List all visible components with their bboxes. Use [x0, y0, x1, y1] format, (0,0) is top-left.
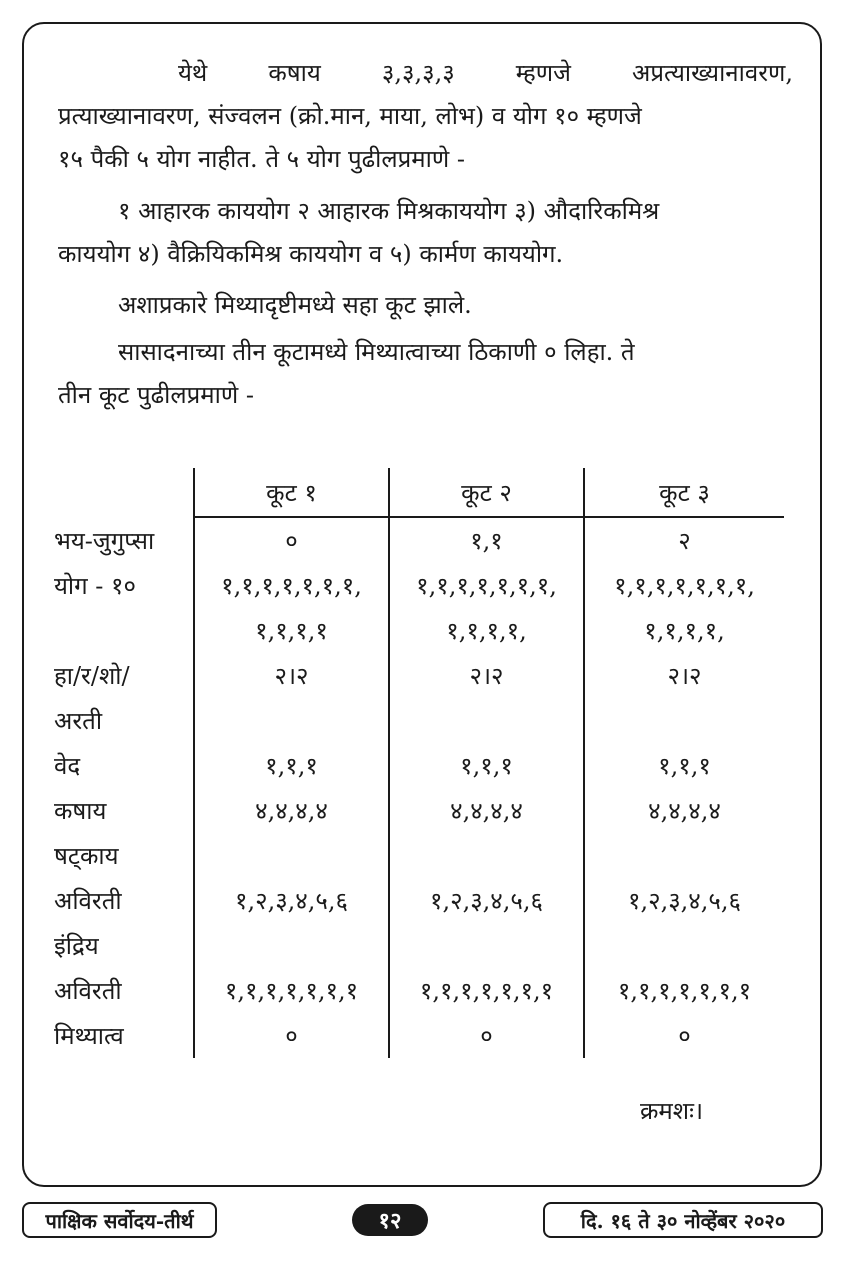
header-kut-2: कूट २: [389, 468, 584, 517]
table-row: [54, 1013, 784, 1058]
table-row: [54, 923, 784, 968]
row-label: भय-जुगुप्सा: [54, 526, 155, 555]
row-label: मिथ्यात्व: [54, 1022, 124, 1050]
row-label: षट्काय: [54, 842, 119, 870]
row-label: अविरती: [54, 977, 122, 1005]
table-header-row: [54, 468, 784, 517]
cell-kut-3: २: [584, 517, 784, 563]
page-number: [352, 1204, 428, 1236]
cell-kut-3: १,१,१,१,१,१,१,: [584, 563, 784, 608]
cell-kut-1: १,२,३,४,५,६: [194, 878, 389, 923]
cell-kut-1: [194, 833, 389, 878]
cell-kut-3: ४,४,४,४: [584, 788, 784, 833]
header-blank: [54, 468, 194, 517]
row-label: अरती: [54, 707, 103, 735]
cell-kut-3: १,१,१,१,: [584, 608, 784, 653]
cell-kut-2: १,१: [389, 517, 584, 563]
cell-kut-3: २।२: [584, 653, 784, 698]
table-row: [54, 968, 784, 1013]
table-row: [54, 743, 784, 788]
cell-kut-1: १,१,१,१,१,१,१,: [194, 563, 389, 608]
cell-kut-2: ०: [389, 1013, 584, 1058]
row-label: अविरती: [54, 887, 122, 915]
continued-note: क्रमशः।: [640, 1097, 704, 1125]
cell-kut-3: १,१,१: [584, 743, 784, 788]
footer-publication-name: [22, 1202, 217, 1238]
kut-table: [54, 468, 784, 1058]
row-label: कषाय: [54, 797, 107, 825]
cell-kut-1: १,१,१: [194, 743, 389, 788]
cell-kut-2: [389, 923, 584, 968]
cell-kut-1: [194, 923, 389, 968]
table-row: [54, 878, 784, 923]
cell-kut-1: १,१,१,१: [194, 608, 389, 653]
row-label: वेद: [54, 752, 81, 780]
row-label: इंद्रिय: [54, 932, 99, 960]
footer-publication-label: पाक्षिक सर्वोदय-तीर्थ: [45, 1208, 194, 1233]
table-row: [54, 788, 784, 833]
cell-kut-1: ०: [194, 1013, 389, 1058]
paragraph-kashay-line1: येथे कषाय ३,३,३,३ म्हणजे अप्रत्याख्यानावरण,: [178, 59, 793, 87]
paragraph-summary-line: अशाप्रकारे मिथ्यादृष्टीमध्ये सहा कूट झाले.: [118, 291, 472, 319]
cell-kut-1: २।२: [194, 653, 389, 698]
table-row: [54, 563, 784, 608]
row-label: [54, 608, 194, 653]
cell-kut-2: ४,४,४,४: [389, 788, 584, 833]
table-row: [54, 833, 784, 878]
paragraph-kashay-line2: प्रत्याख्यानावरण, संज्वलन (क्रो.मान, माया, लोभ) व योग १० म्हणजे: [58, 102, 642, 130]
cell-kut-3: १,२,३,४,५,६: [584, 878, 784, 923]
header-kut-1: कूट १: [194, 468, 389, 517]
paragraph-yog-list-line1: १ आहारक काययोग २ आहारक मिश्रकाययोग ३) औदारिकमिश्र: [118, 197, 660, 225]
table-row: [54, 517, 784, 563]
cell-kut-2: १,२,३,४,५,६: [389, 878, 584, 923]
paragraph-kashay: [58, 52, 793, 181]
cell-kut-3: [584, 833, 784, 878]
paragraph-yog-list: [58, 190, 793, 276]
cell-kut-1: १,१,१,१,१,१,१: [194, 968, 389, 1013]
table-row: [54, 608, 784, 653]
paragraph-sasadan: [58, 331, 793, 417]
row-label: योग - १०: [54, 572, 136, 600]
cell-kut-2: १,१,१,१,: [389, 608, 584, 653]
cell-kut-1: ०: [194, 517, 389, 563]
cell-kut-3: १,१,१,१,१,१,१: [584, 968, 784, 1013]
page-number-label: १२: [378, 1208, 402, 1234]
footer-date: [543, 1202, 823, 1238]
footer-date-label: दि. १६ ते ३० नोव्हेंबर २०२०: [580, 1208, 786, 1233]
table-row: [54, 653, 784, 698]
table-row: [54, 698, 784, 743]
paragraph-yog-list-line2: काययोग ४) वैक्रियिकमिश्र काययोग व ५) कार्मण काययोग.: [58, 240, 564, 268]
paragraph-kashay-line3: १५ पैकी ५ योग नाहीत. ते ५ योग पुढीलप्रमाणे -: [58, 145, 465, 173]
header-kut-3: कूट ३: [584, 468, 784, 517]
cell-kut-2: २।२: [389, 653, 584, 698]
cell-kut-2: १,१,१,१,१,१,१,: [389, 563, 584, 608]
cell-kut-3: ०: [584, 1013, 784, 1058]
cell-kut-2: १,१,१,१,१,१,१: [389, 968, 584, 1013]
cell-kut-3: [584, 923, 784, 968]
cell-kut-1: ४,४,४,४: [194, 788, 389, 833]
paragraph-sasadan-line2: तीन कूट पुढीलप्रमाणे -: [58, 381, 254, 409]
cell-kut-3: [584, 698, 784, 743]
cell-kut-2: [389, 698, 584, 743]
row-label: हा/र/शो/: [54, 662, 130, 690]
cell-kut-2: [389, 833, 584, 878]
paragraph-sasadan-line1: सासादनाच्या तीन कूटामध्ये मिथ्यात्वाच्या ठिकाणी ० लिहा. ते: [118, 338, 635, 366]
cell-kut-1: [194, 698, 389, 743]
cell-kut-2: १,१,१: [389, 743, 584, 788]
paragraph-summary: [58, 284, 793, 327]
